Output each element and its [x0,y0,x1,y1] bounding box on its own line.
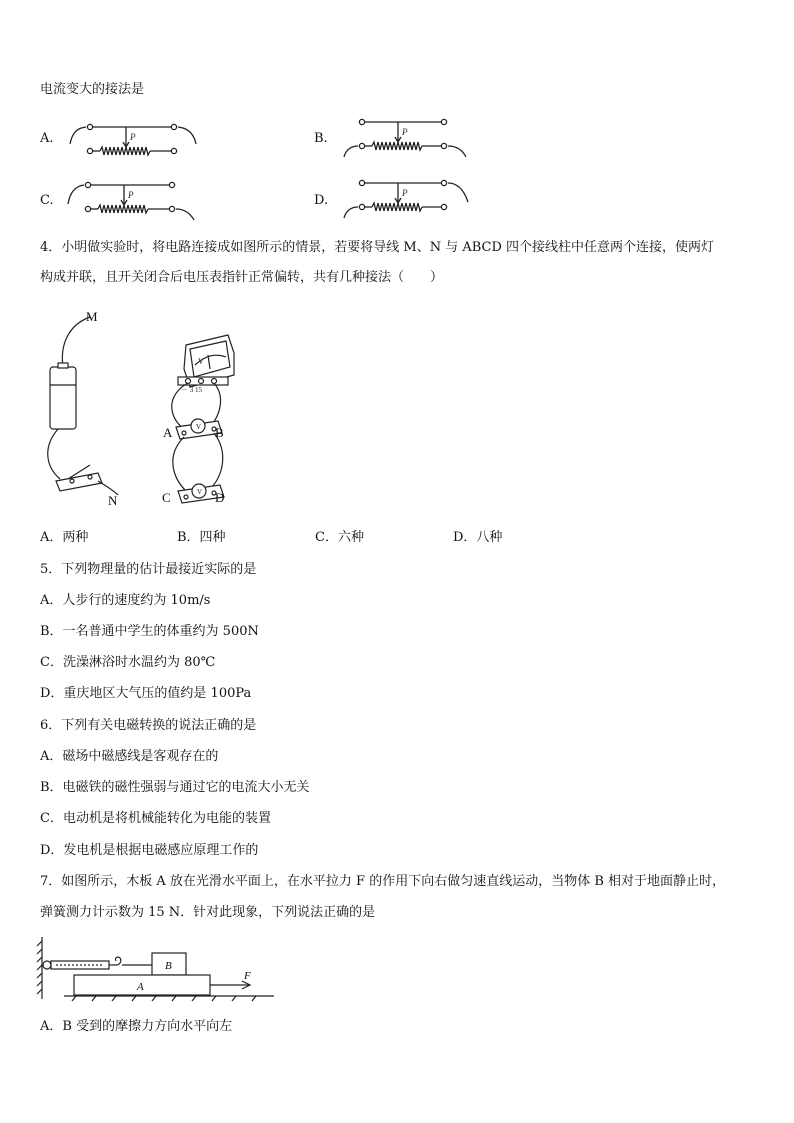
q6-option-b[interactable]: B．电磁铁的磁性强弱与通过它的电流大小无关 [40,780,310,795]
q4-option-b[interactable]: B．四种 [177,530,226,545]
q3-option-b-label[interactable]: B. [314,131,328,146]
q3-option-a-rheostat-diagram [68,120,198,162]
force-f-label: F [244,970,251,982]
q6-option-a[interactable]: A．磁场中磁感线是客观存在的 [40,749,219,764]
svg-text:V: V [196,423,202,431]
q4-stem-line1: 4．小明做实验时，将电路连接成如图所示的情景，若要将导线 M、N 与 ABCD 四个接线柱中任意两个连接，使两灯 [40,240,715,255]
block-b-label: B [165,960,172,972]
q5-option-c[interactable]: C．洗澡淋浴时水温约为 80℃ [40,655,216,670]
q3-option-c-rheostat-diagram [66,178,196,223]
svg-text:P: P [128,190,134,200]
q3-option-d-label[interactable]: D. [314,193,329,208]
svg-text:V: V [197,488,203,496]
q4-circuit-figure [38,305,248,510]
q5-option-b[interactable]: B．一名普通中学生的体重约为 500N [40,624,259,639]
q5-option-d[interactable]: D．重庆地区大气压的值约是 100Pa [40,686,252,701]
q4-option-a[interactable]: A．两种 [40,530,89,545]
terminal-b-label: B [215,425,224,440]
wire-m-label: M [86,309,98,324]
q6-stem: 6．下列有关电磁转换的说法正确的是 [40,718,257,733]
q4-option-c[interactable]: C．六种 [315,530,364,545]
q3-option-a-label[interactable]: A. [40,131,54,146]
q4-stem-line2: 构成并联，且开关闭合后电压表指针正常偏转，共有几种接法（ ） [40,270,444,285]
q3-option-b-rheostat-diagram [342,115,472,160]
terminal-c-label: C [162,490,171,505]
q5-option-a[interactable]: A．人步行的速度约为 10m/s [40,593,211,608]
svg-text:V: V [198,357,204,366]
terminal-a-label: A [163,425,173,440]
q3-option-d-rheostat-diagram [342,176,472,221]
slider-p-label: P [130,132,136,142]
q6-option-d[interactable]: D．发电机是根据电磁感应原理工作的 [40,843,259,858]
q4-option-d[interactable]: D．八种 [453,530,503,545]
wire-n-label: N [108,493,118,508]
svg-text:P: P [402,188,408,198]
q5-stem: 5．下列物理量的估计最接近实际的是 [40,562,257,577]
svg-text:P: P [402,127,408,137]
q3-stem-tail: 电流变大的接法是 [40,82,145,97]
q7-board-block-figure [36,935,281,1005]
q7-stem-line2: 弹簧测力计示数为 15 N．针对此现象，下列说法正确的是 [40,905,376,920]
q7-stem-line1: 7．如图所示，木板 A 放在光滑水平面上，在水平拉力 F 的作用下向右做匀速直线运动，当物体 B 相对于地面静止时， [40,874,726,889]
board-a-label: A [137,981,144,993]
svg-text:－ 3 15: － 3 15 [181,386,202,394]
q6-option-c[interactable]: C．电动机是将机械能转化为电能的装置 [40,811,271,826]
q3-option-c-label[interactable]: C. [40,193,54,208]
terminal-d-label: D [215,490,225,505]
q7-option-a[interactable]: A．B 受到的摩擦力方向水平向左 [40,1019,233,1034]
